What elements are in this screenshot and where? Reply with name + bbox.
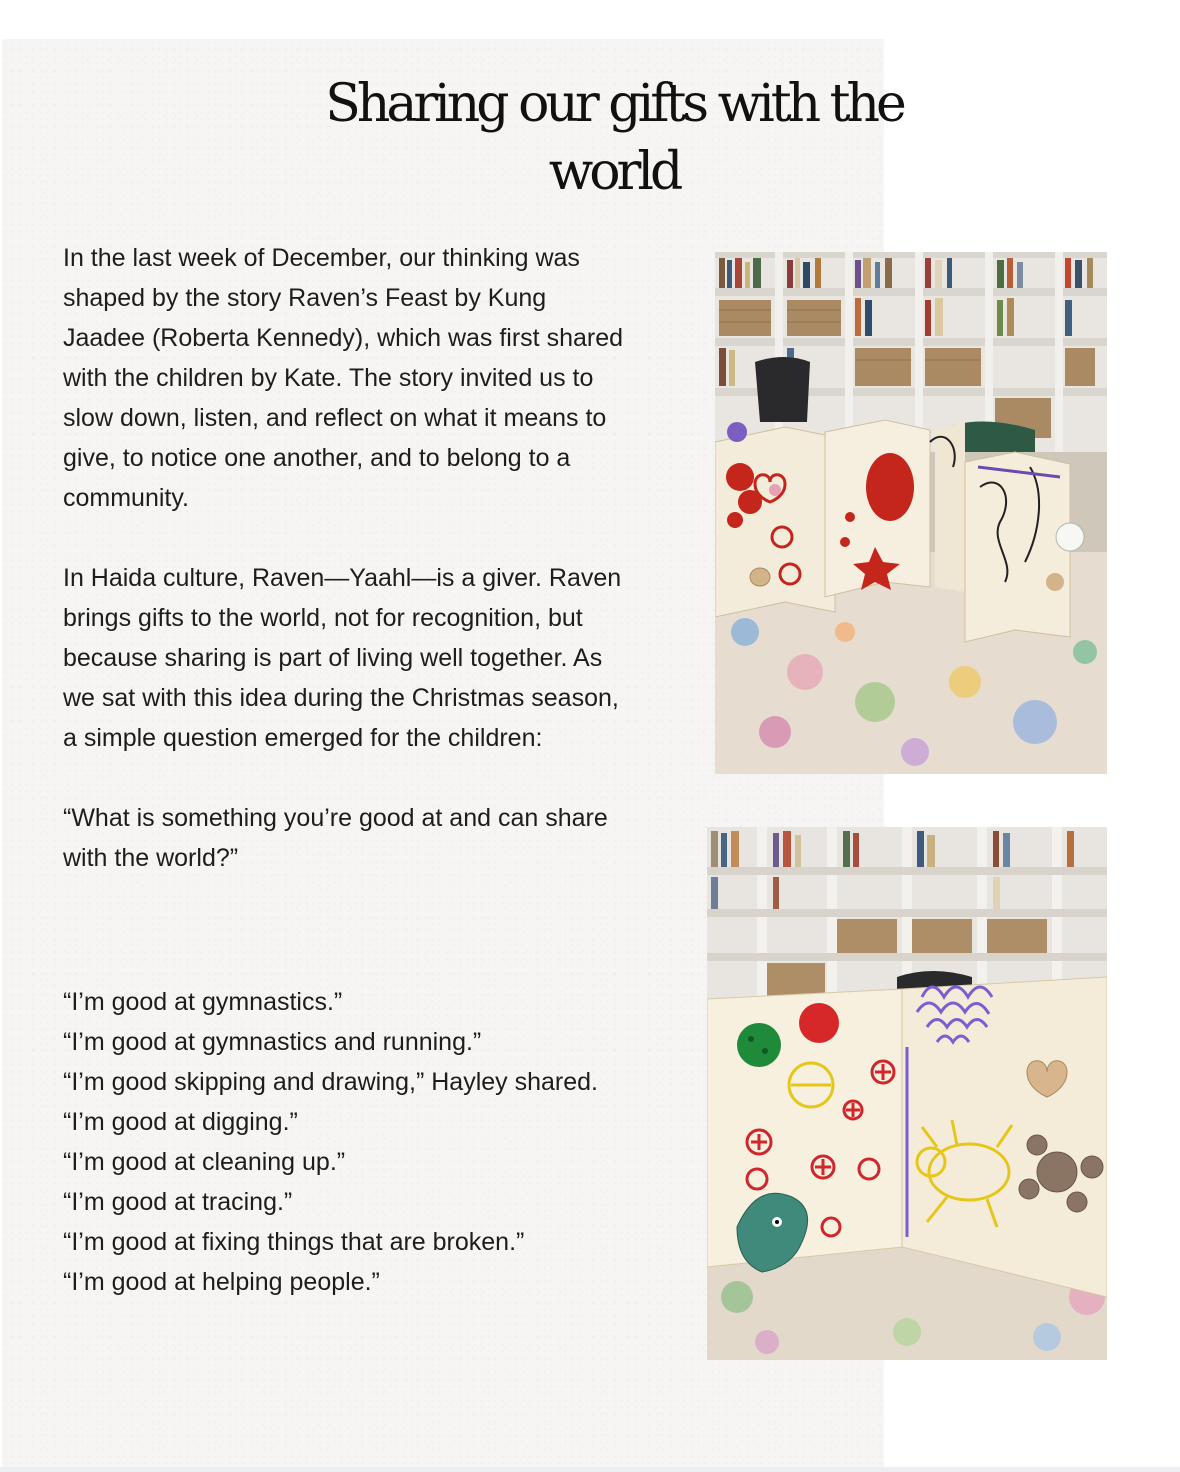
photo-illustration bbox=[715, 252, 1107, 774]
paragraph-haida-culture: In Haida culture, Raven—Yaahl—is a giver. Raven brings gifts to the world, not for recognition, but because sharing is part of living well together. As we sat with this idea during the Christmas season, a simple question emerged for the children: bbox=[63, 564, 622, 752]
children-quotes bbox=[63, 982, 633, 1302]
page-bottom-edge bbox=[0, 1467, 1180, 1472]
quote-line: “I’m good skipping and drawing,” Hayley shared. bbox=[63, 1068, 598, 1096]
quote-line: “I’m good at gymnastics and running.” bbox=[63, 1028, 482, 1056]
photo-paper-books-group bbox=[715, 252, 1107, 774]
quote-line: “I’m good at fixing things that are broken.” bbox=[63, 1228, 525, 1256]
photo-paper-book-closeup bbox=[707, 827, 1107, 1360]
quote-line: “I’m good at gymnastics.” bbox=[63, 988, 343, 1016]
quote-line: “I’m good at digging.” bbox=[63, 1108, 298, 1136]
quote-line: “I’m good at cleaning up.” bbox=[63, 1148, 346, 1176]
paragraph-question: “What is something you’re good at and can share with the world?” bbox=[63, 804, 608, 872]
photo-illustration bbox=[707, 827, 1107, 1360]
quote-line: “I’m good at tracing.” bbox=[63, 1188, 293, 1216]
story-text bbox=[63, 238, 633, 878]
page-title: Sharing our gifts with the world bbox=[325, 74, 903, 202]
paragraph-ravens-feast: In the last week of December, our thinking was shaped by the story Raven’s Feast by Kung Jaadee (Roberta Kennedy), which was first shared with the children by Kate. The story invited us to slow down, listen, and reflect on what it means to give, to notice one another, and to belong to a community. bbox=[63, 244, 624, 512]
quote-line: “I’m good at helping people.” bbox=[63, 1268, 380, 1296]
